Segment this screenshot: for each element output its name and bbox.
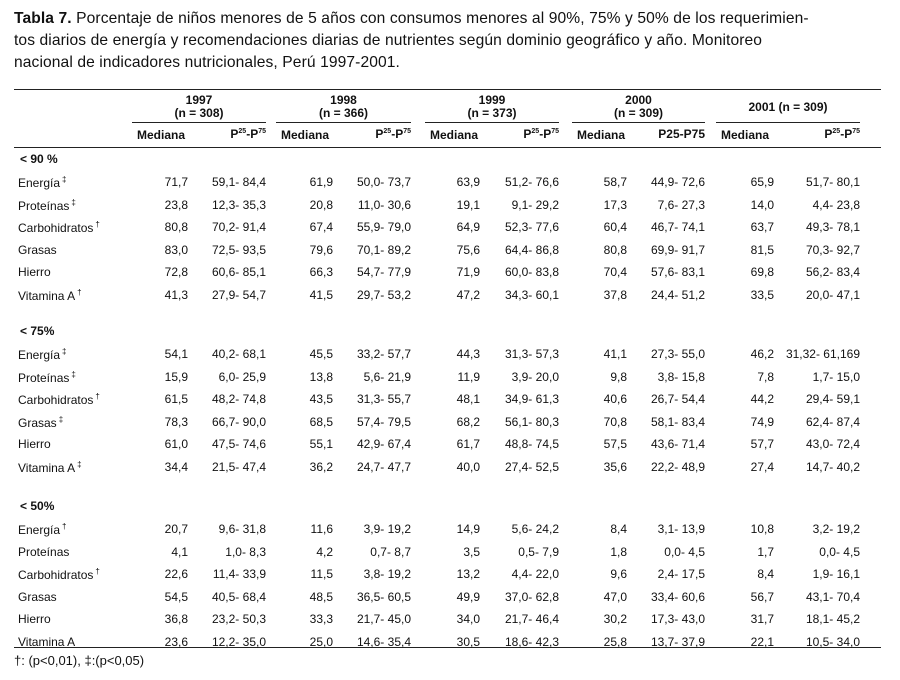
percentile-range: 70,3- 92,7 — [805, 242, 860, 257]
percentile-range: 34,9- 61,3 — [504, 392, 559, 407]
median-value: 25,8 — [603, 635, 627, 649]
percentile-header — [230, 127, 266, 141]
row-label — [18, 460, 82, 475]
median-value: 57,5 — [603, 437, 627, 452]
year-header — [425, 94, 559, 120]
percentile-range: 31,3- 57,3 — [504, 347, 559, 361]
percentile-range: 47,5- 74,6 — [211, 437, 266, 452]
median-value: 78,3 — [164, 414, 188, 429]
row-label — [18, 392, 100, 407]
percentile-range: 5,6- 24,2 — [511, 522, 559, 536]
nutrient-name: Energía — [18, 176, 61, 190]
percentile-range: 60,0- 83,8 — [504, 265, 559, 280]
year-n: (n = 366) — [318, 106, 369, 120]
significance-mark: ‡ — [62, 347, 67, 356]
median-value: 31,7 — [750, 612, 774, 627]
median-value: 8,4 — [757, 567, 774, 582]
median-value: 34,4 — [164, 460, 188, 474]
percentile-range: 48,8- 74,5 — [504, 437, 559, 452]
row-label — [18, 437, 51, 451]
median-value: 72,8 — [164, 265, 188, 280]
percentile-range: 9,1- 29,2 — [511, 197, 559, 212]
percentile-range: 10,5- 34,0 — [805, 635, 860, 649]
year-header — [132, 94, 266, 120]
median-value: 66,3 — [309, 265, 333, 280]
percentile-range: 3,1- 13,9 — [657, 522, 705, 536]
percentile-range: 59,1- 84,4 — [211, 175, 266, 189]
median-value: 8,4 — [610, 522, 627, 536]
year-label: 1998 — [330, 93, 357, 107]
percentile-range: 11,4- 33,9 — [212, 567, 266, 582]
row-label — [18, 265, 51, 279]
percentile-range: 56,1- 80,3 — [504, 414, 559, 429]
percentile-range: 21,5- 47,4 — [211, 460, 266, 474]
percentile-range: 46,7- 74,1 — [650, 220, 705, 235]
median-value: 23,8 — [164, 197, 188, 212]
section-heading: < 75% — [20, 324, 55, 338]
median-value: 15,9 — [164, 369, 188, 384]
percentile-header — [375, 127, 411, 141]
row-label — [18, 612, 51, 626]
percentile-range: 31,3- 55,7 — [356, 392, 411, 407]
percentile-range: 27,4- 52,5 — [504, 460, 559, 474]
percentile-letter: -P — [246, 127, 259, 141]
median-value: 19,1 — [456, 197, 480, 212]
row-label — [18, 567, 100, 582]
year-label: 1999 — [478, 93, 506, 107]
percentile-range: 3,2- 19,2 — [812, 522, 860, 536]
significance-mark: † — [95, 220, 100, 230]
section-heading: < 50% — [20, 499, 55, 513]
percentile-range: 2,4- 17,5 — [657, 567, 705, 582]
nutrient-name: Vitamina A — [18, 635, 76, 649]
median-value: 17,3 — [603, 197, 627, 212]
year-n: (n = 309) — [613, 106, 664, 120]
percentile-range: 12,3- 35,3 — [211, 197, 266, 212]
median-value: 48,1 — [456, 392, 480, 407]
percentile-range: 3,9- 20,0 — [511, 369, 559, 384]
footnote: †: (p<0,01), ‡:(p<0,05) — [14, 653, 145, 668]
caption-label: Tabla 7. — [14, 10, 72, 27]
significance-mark: ‡ — [62, 175, 67, 184]
percentile-range: 72,5- 93,5 — [211, 242, 266, 257]
percentile-range: 23,2- 50,3 — [211, 612, 266, 627]
median-value: 60,4 — [603, 220, 627, 235]
percentile-header — [824, 127, 860, 141]
percentile-range: 24,4- 51,2 — [650, 288, 705, 302]
percentile-range: 27,3- 55,0 — [650, 347, 705, 361]
percentile-range: 4,4- 22,0 — [511, 567, 559, 582]
median-value: 13,8 — [309, 369, 333, 384]
median-value: 61,9 — [309, 175, 333, 189]
median-value: 1,7 — [757, 544, 774, 559]
row-label — [18, 370, 76, 385]
median-value: 81,5 — [750, 242, 774, 257]
median-value: 1,8 — [610, 544, 627, 559]
median-value: 37,8 — [603, 288, 627, 302]
percentile-range: 12,2- 35,0 — [211, 635, 266, 649]
median-value: 22,1 — [750, 635, 774, 649]
percentile-range: 29,7- 53,2 — [356, 288, 411, 302]
median-value: 23,6 — [164, 635, 188, 649]
percentile-range: 21,7- 45,0 — [356, 612, 411, 627]
significance-mark: ‡ — [71, 369, 76, 379]
median-value: 14,0 — [750, 197, 774, 212]
nutrient-name: Energía — [18, 523, 61, 537]
nutrient-name: Hierro — [18, 437, 51, 452]
median-value: 71,9 — [456, 265, 480, 280]
percentile-letter: P — [375, 127, 384, 141]
percentile-superscript: 75 — [852, 128, 860, 135]
median-value: 27,4 — [750, 460, 774, 474]
percentile-range: 49,3- 78,1 — [805, 220, 860, 235]
percentile-letter: -P — [539, 127, 552, 141]
percentile-superscript: 75 — [258, 128, 266, 135]
median-value: 79,6 — [309, 242, 333, 257]
percentile-superscript: 25 — [531, 128, 540, 135]
table-caption — [14, 8, 886, 74]
significance-mark: ‡ — [77, 460, 82, 469]
percentile-range: 0,0- 4,5 — [819, 544, 860, 559]
percentile-range: 14,6- 35,4 — [356, 635, 411, 649]
percentile-range: 62,4- 87,4 — [805, 414, 860, 429]
percentile-range: 40,5- 68,4 — [211, 589, 266, 604]
median-value: 61,0 — [164, 437, 188, 452]
median-value: 80,8 — [164, 220, 188, 235]
table-header-rule — [14, 147, 881, 148]
percentile-range: 51,2- 76,6 — [504, 175, 559, 189]
percentile-superscript: 25 — [383, 128, 392, 135]
median-value: 63,7 — [750, 220, 774, 235]
nutrient-name: Proteínas — [18, 198, 70, 213]
median-value: 49,9 — [456, 589, 480, 604]
median-value: 69,8 — [750, 265, 774, 280]
nutrient-name: Vitamina A — [18, 289, 76, 303]
percentile-range: 18,1- 45,2 — [805, 612, 860, 627]
median-value: 40,0 — [456, 460, 480, 474]
percentile-range: 60,6- 85,1 — [211, 265, 266, 280]
median-header: Mediana — [281, 128, 330, 142]
percentile-range: 0,0- 4,5 — [664, 544, 705, 559]
median-value: 58,7 — [603, 175, 627, 189]
nutrient-name: Proteínas — [18, 544, 70, 559]
row-label — [18, 220, 100, 235]
median-value: 63,9 — [456, 175, 480, 189]
percentile-range: 54,7- 77,9 — [356, 265, 411, 280]
median-value: 65,9 — [750, 175, 774, 189]
median-value: 14,9 — [456, 522, 480, 536]
median-value: 75,6 — [456, 242, 480, 257]
median-value: 30,5 — [456, 635, 480, 649]
year-label: 1997 — [185, 93, 213, 107]
percentile-range: 52,3- 77,6 — [504, 220, 559, 235]
median-value: 56,7 — [750, 589, 774, 604]
percentile-range: 44,9- 72,6 — [650, 175, 705, 189]
significance-mark: † — [77, 288, 82, 297]
caption-line-3: nacional de indicadores nutricionales, Perú 1997-2001. — [14, 54, 400, 71]
median-value: 47,2 — [456, 288, 480, 302]
percentile-range: 36,5- 60,5 — [356, 589, 411, 604]
median-value: 64,9 — [456, 220, 480, 235]
percentile-range: 37,0- 62,8 — [504, 589, 559, 604]
median-value: 11,5 — [310, 567, 333, 582]
year-header — [276, 94, 411, 120]
nutrient-name: Grasas — [18, 242, 57, 257]
percentile-letter: P — [523, 127, 532, 141]
percentile-range: 3,8- 15,8 — [657, 369, 705, 384]
median-header: Mediana — [430, 128, 479, 142]
year-group-rule — [425, 122, 559, 123]
percentile-range: 1,7- 15,0 — [812, 369, 860, 384]
row-label — [18, 635, 75, 649]
significance-mark: † — [95, 392, 100, 402]
nutrient-name: Carbohidratos — [18, 393, 94, 408]
median-value: 71,7 — [164, 175, 188, 189]
percentile-range: 43,6- 71,4 — [650, 437, 705, 452]
percentile-range: 42,9- 67,4 — [356, 437, 411, 452]
percentile-range: 70,1- 89,2 — [356, 242, 411, 257]
table-top-rule — [14, 89, 881, 90]
nutrient-name: Proteínas — [18, 370, 70, 385]
year-label: 2000 — [625, 93, 652, 107]
percentile-range: 0,7- 8,7 — [370, 544, 411, 559]
percentile-range: 22,2- 48,9 — [650, 460, 705, 474]
percentile-range: 51,7- 80,1 — [805, 175, 860, 189]
median-value: 25,0 — [309, 635, 333, 649]
percentile-letter: P — [824, 127, 833, 141]
median-value: 34,0 — [456, 612, 480, 627]
median-value: 3,5 — [463, 544, 480, 559]
median-value: 74,9 — [750, 414, 774, 429]
year-group-rule — [572, 122, 705, 123]
median-value: 33,3 — [309, 612, 333, 627]
percentile-range: 5,6- 21,9 — [363, 369, 411, 384]
row-label — [18, 288, 82, 303]
percentile-superscript: 25 — [238, 128, 247, 135]
section-heading: < 90 % — [20, 152, 58, 166]
caption-text-1: Porcentaje de niños menores de 5 años con consumos menores al 90%, 75% y 50% de los requerimien- — [71, 10, 809, 27]
percentile-superscript: 75 — [403, 128, 411, 135]
percentile-range: 70,2- 91,4 — [211, 220, 266, 235]
percentile-letter: P — [230, 127, 239, 141]
median-value: 33,5 — [750, 288, 774, 302]
median-value: 41,5 — [309, 288, 333, 302]
percentile-range: 34,3- 60,1 — [504, 288, 559, 302]
median-value: 61,5 — [164, 392, 188, 407]
median-value: 20,7 — [164, 522, 188, 536]
percentile-range: 14,7- 40,2 — [805, 460, 860, 474]
percentile-range: 40,2- 68,1 — [211, 347, 266, 361]
percentile-range: 56,2- 83,4 — [805, 265, 860, 280]
percentile-range: 0,5- 7,9 — [518, 544, 559, 559]
median-value: 54,5 — [164, 589, 188, 604]
percentile-range: 1,0- 8,3 — [225, 544, 266, 559]
median-value: 68,5 — [309, 414, 333, 429]
nutrient-name: Vitamina A — [18, 461, 76, 475]
median-value: 70,4 — [603, 265, 627, 280]
median-value: 55,1 — [309, 437, 333, 452]
nutrient-name: Carbohidratos — [18, 568, 94, 583]
row-label — [18, 175, 66, 190]
caption-line-1 — [14, 8, 886, 30]
median-value: 61,7 — [456, 437, 480, 452]
percentile-range: 31,32- 61,169 — [785, 347, 860, 361]
percentile-range: 64,4- 86,8 — [504, 242, 559, 257]
percentile-range: 55,9- 79,0 — [356, 220, 411, 235]
median-value: 43,5 — [309, 392, 333, 407]
median-value: 4,1 — [171, 544, 188, 559]
median-value: 57,7 — [750, 437, 774, 452]
median-value: 20,8 — [309, 197, 333, 212]
median-value: 11,9 — [457, 369, 480, 384]
median-value: 45,5 — [309, 347, 333, 361]
percentile-range: 27,9- 54,7 — [211, 288, 266, 302]
median-value: 46,2 — [750, 347, 774, 361]
row-label — [18, 198, 76, 213]
year-group-rule — [716, 122, 860, 123]
median-value: 44,2 — [750, 392, 774, 407]
median-value: 22,6 — [164, 567, 188, 582]
nutrient-name: Hierro — [18, 612, 51, 627]
caption-line-2: tos diarios de energía y recomendaciones diarias de nutrientes según dominio geográfico y año. Monitoreo — [14, 32, 763, 49]
year-group-rule — [276, 122, 411, 123]
median-value: 40,6 — [603, 392, 627, 407]
median-value: 41,3 — [164, 288, 188, 302]
row-label — [18, 522, 66, 537]
median-value: 9,6 — [610, 567, 627, 582]
median-header: Mediana — [137, 128, 186, 142]
percentile-range: 29,4- 59,1 — [805, 392, 860, 407]
percentile-range: 4,4- 23,8 — [812, 197, 860, 212]
median-value: 9,8 — [610, 369, 627, 384]
median-value: 67,4 — [309, 220, 333, 235]
percentile-range: 13,7- 37,9 — [650, 635, 705, 649]
percentile-range: 11,0- 30,6 — [357, 197, 411, 212]
percentile-range: 66,7- 90,0 — [211, 414, 266, 429]
percentile-range: 24,7- 47,7 — [356, 460, 411, 474]
row-label — [18, 347, 66, 362]
percentile-range: 33,4- 60,6 — [650, 589, 705, 604]
row-label — [18, 415, 63, 430]
median-value: 10,8 — [750, 522, 774, 536]
row-label — [18, 243, 57, 257]
median-header: Mediana — [577, 128, 626, 142]
percentile-superscript: 75 — [551, 128, 559, 135]
percentile-range: 50,0- 73,7 — [356, 175, 411, 189]
median-value: 7,8 — [757, 369, 774, 384]
median-value: 36,8 — [164, 612, 188, 627]
median-value: 54,1 — [164, 347, 188, 361]
significance-mark: ‡ — [58, 414, 64, 424]
percentile-range: 33,2- 57,7 — [356, 347, 411, 361]
percentile-range: 18,6- 42,3 — [504, 635, 559, 649]
median-value: 11,6 — [310, 522, 333, 536]
percentile-letter: -P — [840, 127, 853, 141]
median-value: 30,2 — [603, 612, 627, 627]
median-value: 83,0 — [164, 242, 188, 257]
percentile-range: 3,8- 19,2 — [363, 567, 411, 582]
percentile-range: 7,6- 27,3 — [657, 197, 705, 212]
percentile-range: 26,7- 54,4 — [650, 392, 705, 407]
percentile-range: 1,9- 16,1 — [812, 567, 860, 582]
year-n: (n = 373) — [467, 106, 517, 120]
nutrient-name: Grasas — [18, 415, 57, 430]
year-n: (n = 308) — [174, 106, 224, 120]
percentile-range: 57,6- 83,1 — [650, 265, 705, 280]
percentile-range: 3,9- 19,2 — [363, 522, 411, 536]
median-header: Mediana — [721, 128, 770, 142]
percentile-range: 48,2- 74,8 — [211, 392, 266, 407]
percentile-range: 17,3- 43,0 — [650, 612, 705, 627]
nutrient-name: Hierro — [18, 265, 51, 280]
percentile-range: 20,0- 47,1 — [805, 288, 860, 302]
median-value: 80,8 — [603, 242, 627, 257]
median-value: 4,2 — [316, 544, 333, 559]
year-group-rule — [132, 122, 266, 123]
median-value: 68,2 — [456, 414, 480, 429]
median-value: 48,5 — [309, 589, 333, 604]
nutrient-name: Energía — [18, 348, 61, 362]
year-header: 2001 (n = 309) — [748, 100, 828, 114]
percentile-range: 69,9- 91,7 — [650, 242, 705, 257]
nutrient-name: Carbohidratos — [18, 221, 94, 236]
significance-mark: † — [62, 522, 67, 531]
percentile-header — [523, 127, 559, 141]
median-value: 36,2 — [309, 460, 333, 474]
row-label — [18, 545, 69, 559]
percentile-range: 9,6- 31,8 — [218, 522, 266, 536]
percentile-superscript: 25 — [832, 128, 841, 135]
median-value: 47,0 — [603, 589, 627, 604]
percentile-header: P25-P75 — [658, 127, 705, 141]
median-value: 41,1 — [603, 347, 627, 361]
percentile-range: 57,4- 79,5 — [356, 414, 411, 429]
significance-mark: † — [95, 567, 100, 577]
percentile-range: 21,7- 46,4 — [504, 612, 559, 627]
nutrient-name: Grasas — [18, 589, 57, 604]
median-value: 70,8 — [603, 414, 627, 429]
percentile-range: 43,1- 70,4 — [805, 589, 860, 604]
year-header — [572, 94, 705, 120]
median-value: 13,2 — [456, 567, 480, 582]
row-label — [18, 590, 57, 604]
median-value: 44,3 — [456, 347, 480, 361]
percentile-range: 43,0- 72,4 — [805, 437, 860, 452]
percentile-range: 58,1- 83,4 — [650, 414, 705, 429]
median-value: 35,6 — [603, 460, 627, 474]
percentile-range: 6,0- 25,9 — [218, 369, 266, 384]
percentile-letter: -P — [391, 127, 404, 141]
significance-mark: ‡ — [71, 197, 76, 207]
